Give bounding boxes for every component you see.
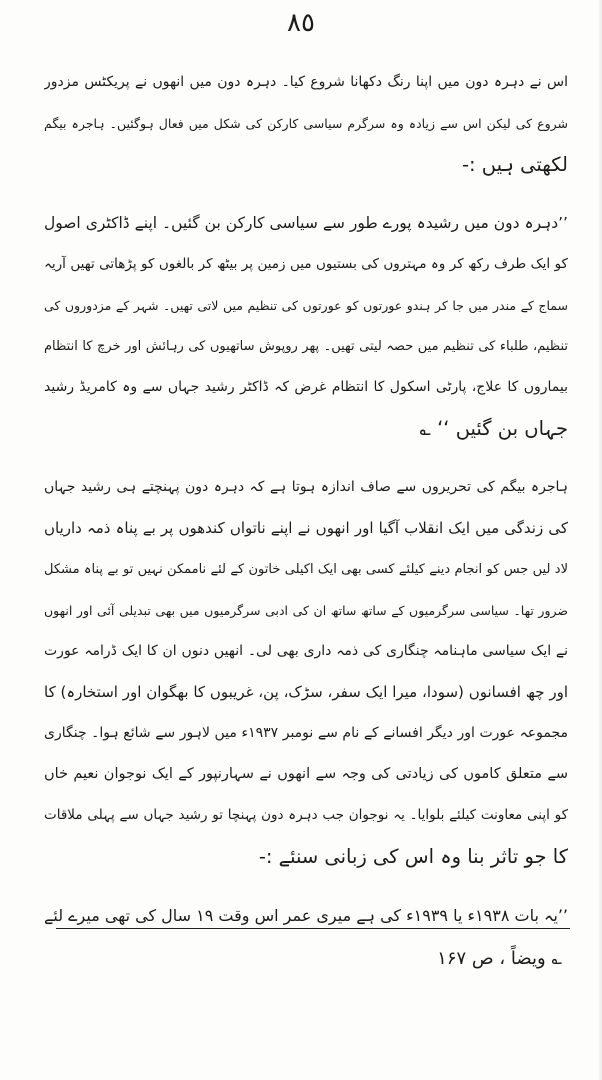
text-line: نے ایک سیاسی ماہنامہ چنگاری کی ذمہ داری بھی لی۔ انھیں دنوں ان کا ایک ڈرامہ عورت	[44, 643, 568, 659]
text-line: ’’یہ بات ۱۹۳۸ء یا ۱۹۳۹ء کی ہے میری عمر اس وقت ۱۹ سال کی تھی میرے لئے	[44, 906, 568, 925]
footnote-divider	[56, 928, 570, 929]
page-number: ٨٥	[287, 8, 315, 38]
text-line: کو ایک طرف رکھ کر وہ مہتروں کی بستیوں میں زمین پر بیٹھ کر بالغوں کو پڑھاتی تھیں آریہ	[44, 256, 568, 272]
text-line: اس نے دہرہ دون میں اپنا رنگ دکھانا شروع کیا۔ دہرہ دون میں انھوں نے پریکٹس مزدور	[44, 74, 568, 90]
text-line: ضرور تھا۔ سیاسی سرگرمیوں کے ساتھ ساتھ ان کی ادبی سرگرمیوں میں بھی تبدیلی آئی اور انھوں	[44, 603, 568, 618]
paragraph-4-quote	[44, 895, 568, 936]
text-line: بیماروں کا علاج، پارٹی اسکول کا انتظام غرض کہ ڈاکٹر رشید جہاں سے وہ کامریڈ رشید	[44, 379, 568, 395]
text-line: اور چھ افسانوں (سودا، میرا ایک سفر، سڑک، پن، غریبوں کا بھگوان اور استخارہ) کا	[44, 683, 568, 701]
text-line: سماج کے مندر میں جا کر ہندو عورتوں کو عورتوں کی تنظیم میں لاتی تھیں۔ شہر کے مزدوروں کی	[44, 298, 568, 313]
scan-edge	[598, 0, 602, 1080]
body-text	[44, 62, 568, 936]
text-line: ہاجرہ بیگم کی تحریروں سے صاف اندازہ ہوتا ہے کہ دہرہ دون پہنچتے ہی رشید جہاں	[44, 479, 568, 495]
text-line: کی زندگی میں ایک انقلاب آگیا اور انھوں نے اپنے ناتواں کندھوں پر بے پناہ ذمہ داریاں	[44, 519, 568, 537]
text-line: جہاں بن گئیں ‘‘ ؎	[419, 417, 568, 440]
paragraph-1	[44, 62, 568, 185]
text-line: سے متعلق کاموں کی زیادتی کی وجہ سے انھوں نے سہارنپور کے ایک نوجوان نعیم خاں	[44, 766, 568, 782]
text-line: شروع کی لیکن اس سے زیادہ وہ سرگرم سیاسی کارکن کی شکل میں فعال ہوگئیں۔ ہاجرہ بیگم	[44, 116, 568, 131]
text-line: کو اپنی معاونت کیلئے بلوایا۔ یہ نوجوان جب دہرہ دون پہنچا تو رشید جہاں سے پہلی ملاقات	[44, 807, 568, 823]
paragraph-2-quote	[44, 203, 568, 449]
paragraph-3	[44, 467, 568, 877]
text-line: لکھتی ہیں :-	[462, 153, 568, 176]
text-line: کا جو تاثر بنا وہ اس کی زبانی سنئے :-	[258, 845, 568, 868]
text-line: تنظیم، طلباء کی تنظیم میں حصہ لیتی تھیں۔ پھر روپوش ساتھیوں کی رہائش اور خرچ کا انتظام	[44, 339, 568, 354]
text-line: مجموعہ عورت اور دیگر افسانے کے نام سے نومبر ۱۹۳۷ء میں لاہور سے شائع ہوا۔ چنگاری	[44, 725, 568, 741]
text-line: لاد لیں جس کو انجام دینے کیلئے کسی بھی ایک اکیلی خاتون کے لئے ناممکن نہیں تو بے پناہ مشکل	[44, 562, 568, 577]
text-line: ’’دہرہ دون میں رشیدہ پورے طور سے سیاسی کارکن بن گئیں۔ اپنے ڈاکٹری اصول	[44, 214, 568, 232]
footnote: ؎ ویضاً ، ص ۱۶۷	[437, 948, 562, 969]
